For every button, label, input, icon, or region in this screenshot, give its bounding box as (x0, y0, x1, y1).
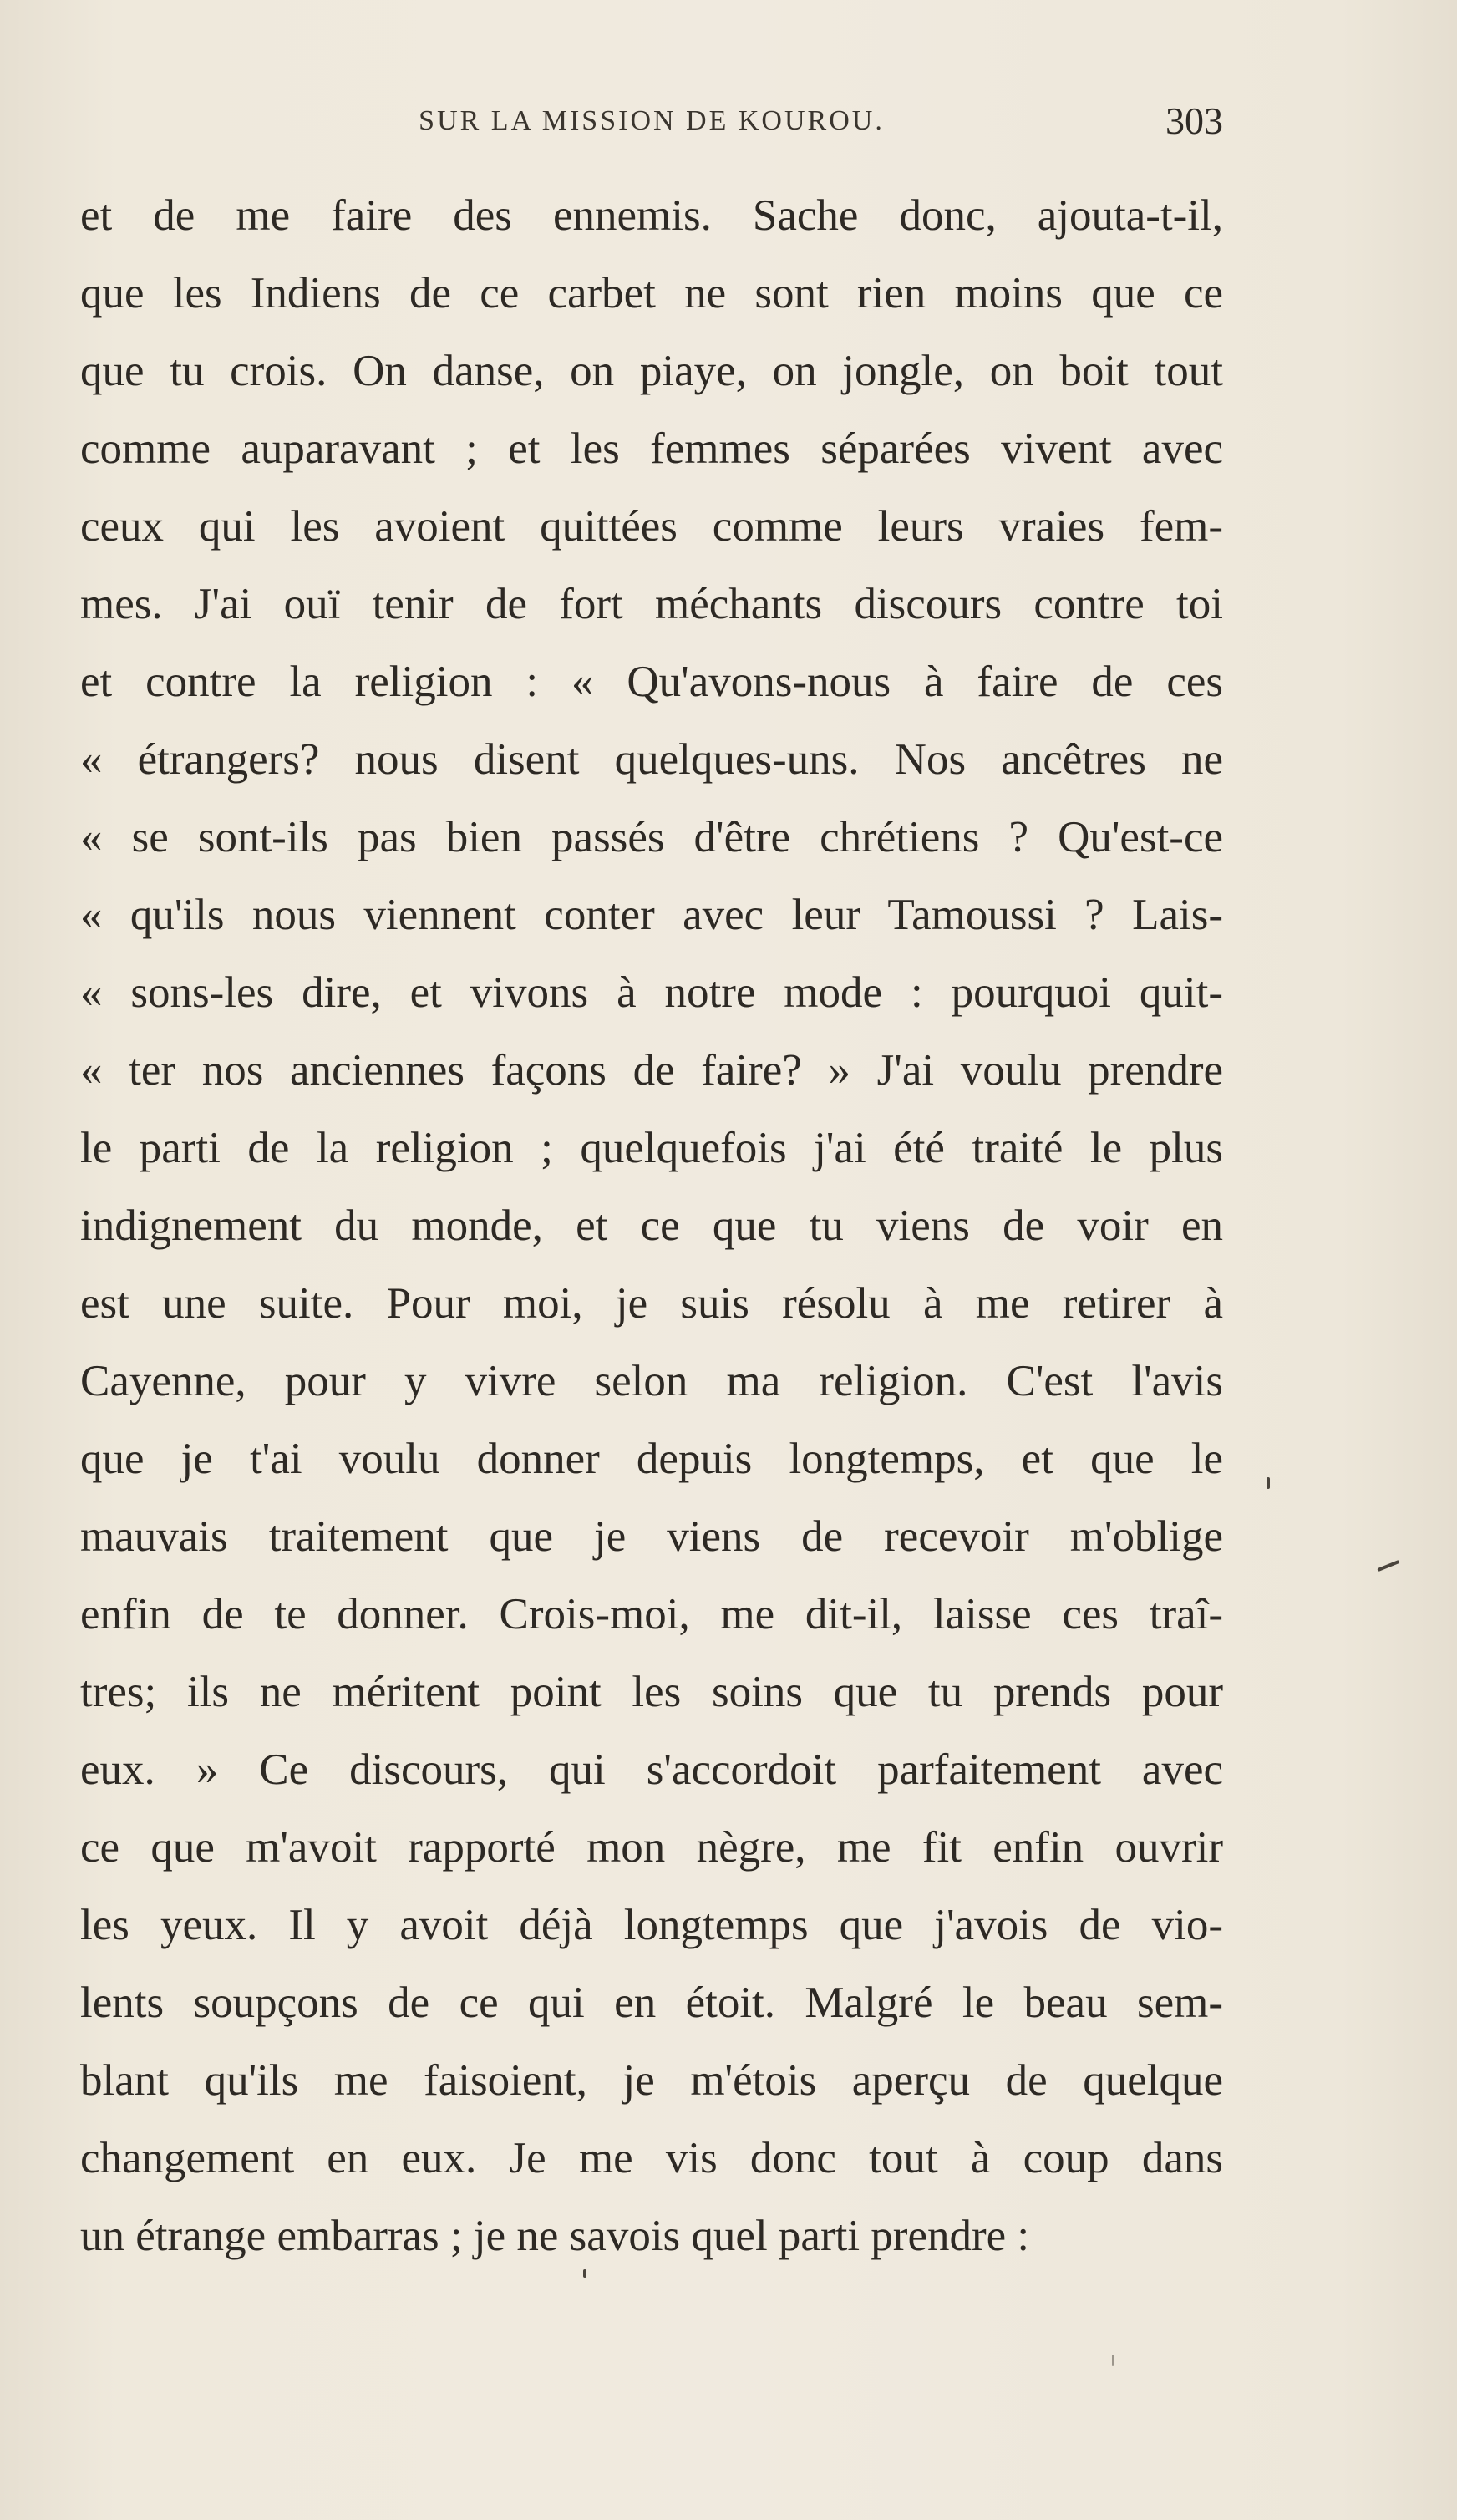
text-line: comme auparavant ; et les femmes séparées vivent avec (80, 424, 1223, 473)
text-line: changement en eux. Je me vis donc tout à coup dans (80, 2134, 1223, 2182)
body-text (80, 177, 1223, 2275)
text-line: lents soupçons de ce qui en étoit. Malgré le beau sem- (80, 1979, 1223, 2027)
text-line: mes. J'ai ouï tenir de fort méchants discours contre toi (80, 580, 1223, 628)
text-line: eux. » Ce discours, qui s'accordoit parfaitement avec (80, 1745, 1223, 1794)
print-speck (1267, 1477, 1270, 1489)
text-line: tres; ils ne méritent point les soins que tu prends pour (80, 1668, 1223, 1716)
print-speck (1112, 2355, 1114, 2366)
text-line: « qu'ils nous viennent conter avec leur Tamoussi ? Lais- (80, 891, 1223, 939)
text-line: « ter nos anciennes façons de faire? » J'ai voulu prendre (80, 1046, 1223, 1095)
text-line: le parti de la religion ; quelquefois j'ai été traité le plus (80, 1124, 1223, 1172)
text-line: un étrange embarras ; je ne savois quel parti prendre : (80, 2212, 1030, 2260)
page-number: 303 (1165, 99, 1223, 142)
text-line: et contre la religion : « Qu'avons-nous à faire de ces (80, 658, 1223, 706)
text-line: et de me faire des ennemis. Sache donc, ajouta-t-il, (80, 191, 1223, 240)
text-line: ceux qui les avoient quittées comme leurs vraies fem- (80, 502, 1223, 551)
text-line: enfin de te donner. Crois-moi, me dit-il, laisse ces traî- (80, 1590, 1223, 1639)
text-line: ce que m'avoit rapporté mon nègre, me fit enfin ouvrir (80, 1823, 1223, 1872)
text-line: que les Indiens de ce carbet ne sont rien moins que ce (80, 269, 1223, 318)
text-line: « étrangers? nous disent quelques-uns. Nos ancêtres ne (80, 735, 1223, 784)
text-line: mauvais traitement que je viens de recevoir m'oblige (80, 1512, 1223, 1561)
text-line: indignement du monde, et ce que tu viens de voir en (80, 1202, 1223, 1250)
text-line: « se sont-ils pas bien passés d'être chrétiens ? Qu'est-ce (80, 813, 1223, 861)
print-speck (583, 2269, 586, 2278)
text-line: est une suite. Pour moi, je suis résolu à me retirer à (80, 1279, 1223, 1328)
text-line: blant qu'ils me faisoient, je m'étois aperçu de quelque (80, 2056, 1223, 2105)
text-line: que je t'ai voulu donner depuis longtemps, et que le (80, 1435, 1223, 1483)
running-title: SUR LA MISSION DE KOUROU. (419, 105, 885, 136)
text-line: les yeux. Il y avoit déjà longtemps que j'avois de vio- (80, 1901, 1223, 1949)
text-line: « sons-les dire, et vivons à notre mode : pourquoi quit- (80, 968, 1223, 1017)
text-line: Cayenne, pour y vivre selon ma religion. C'est l'avis (80, 1357, 1223, 1405)
running-head (80, 99, 1223, 149)
text-line: que tu crois. On danse, on piaye, on jongle, on boit tout (80, 347, 1223, 395)
